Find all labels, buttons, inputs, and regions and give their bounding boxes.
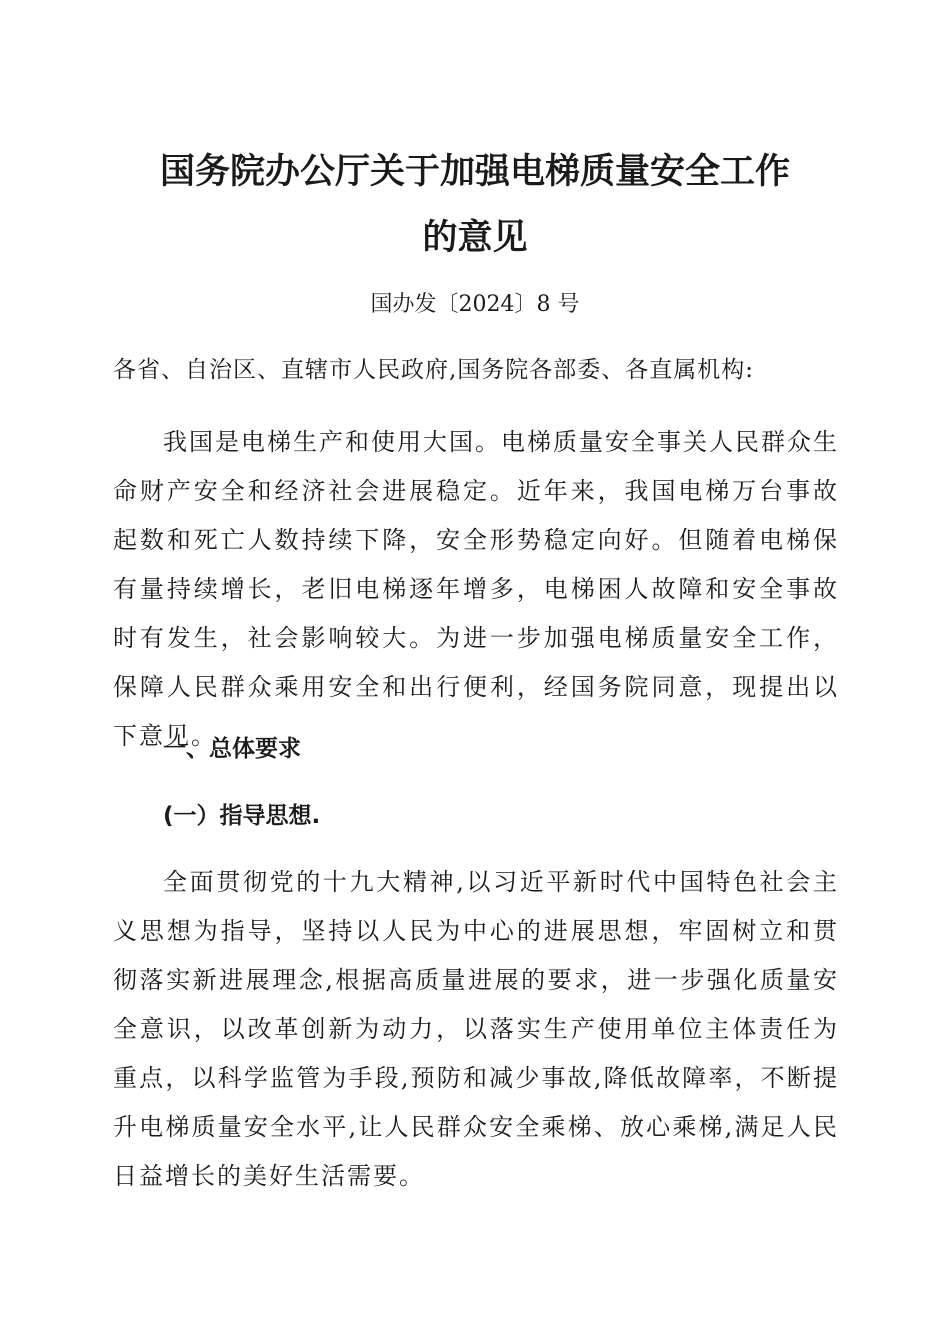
intro-paragraph: 我国是电梯生产和使用大国。电梯质量安全事关人民群众生命财产安全和经济社会进展稳定。近年来，我国电梯万台事故起数和死亡人数持续下降，安全形势稳定向好。但随着电梯保有量持续增长，老旧电梯逐年增多，电梯困人故障和安全事故时有发生，社会影响较大。为进一步加强电梯质量安全工作，保障人民群众乘用安全和出行便利，经国务院同意，现提出以下意见。 — [113, 428, 839, 750]
document-title-line1: 国务院办公厅关于加强电梯质量安全工作 — [159, 151, 790, 192]
section-heading: 一、总体要求 — [163, 736, 301, 762]
document-title-line2: 的意见 — [422, 217, 528, 258]
guiding-ideology-paragraph: 全面贯彻党的十九大精神,以习近平新时代中国特色社会主义思想为指导，坚持以人民为中心的进展思想，牢固树立和贯彻落实新进展理念,根据高质量进展的要求，进一步强化质量安全意识，以改革创新为动力，以落实生产使用单位主体责任为重点，以科学监管为手段,预防和减少事故,降低故障率，不断提升电梯质量安全水平,让人民群众安全乘梯、放心乘梯,满足人民日益增长的美好生活需要。 — [113, 868, 839, 1190]
addressee-line: 各省、自治区、直辖市人民政府,国务院各部委、各直属机构: — [113, 357, 755, 383]
document-number: 国办发〔2024〕8 号 — [370, 292, 580, 317]
subsection-heading: (一）指导思想. — [163, 803, 321, 829]
